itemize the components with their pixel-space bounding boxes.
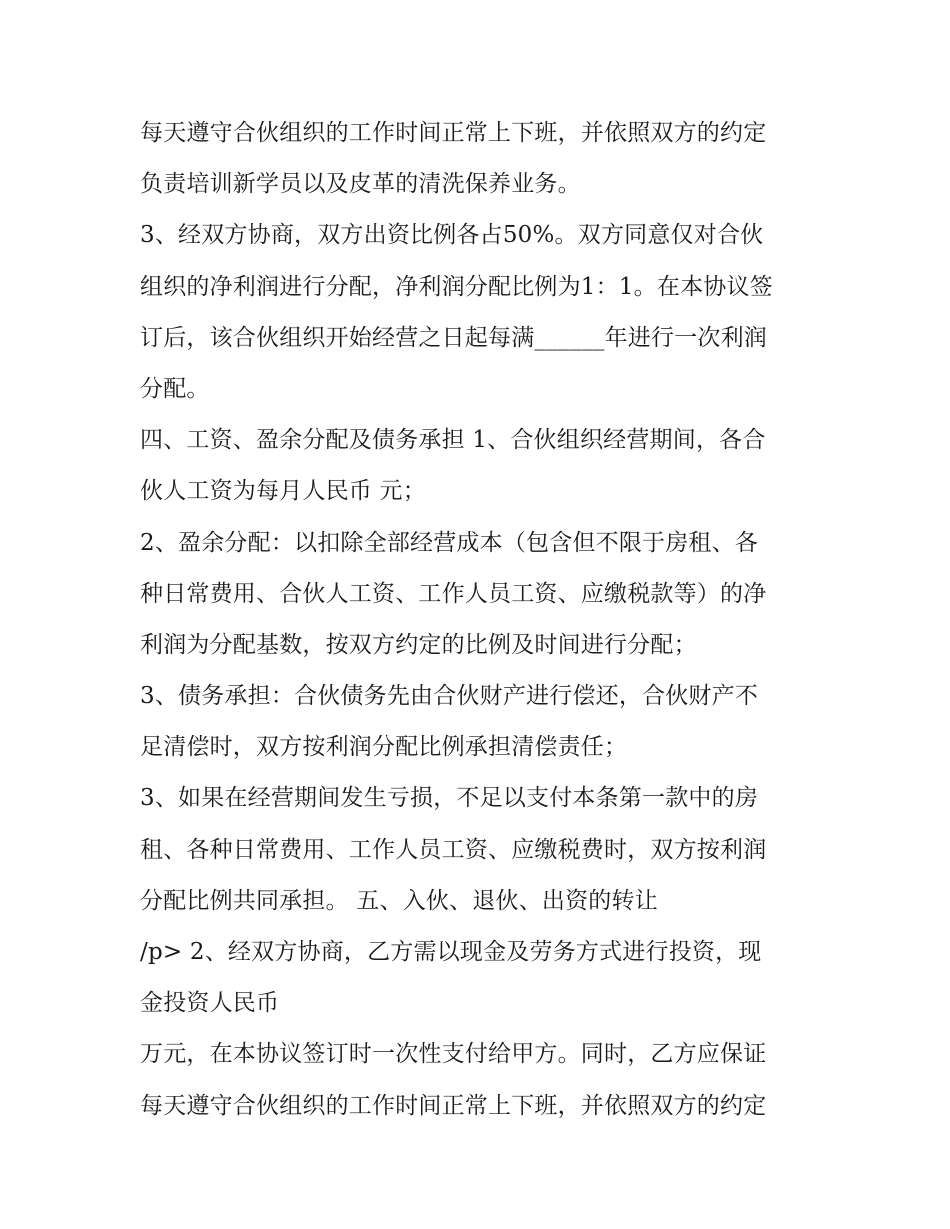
- text-line: 种日常费用、合伙人工资、工作人员工资、应缴税款等）的净: [140, 580, 767, 607]
- text-line: 2、盈余分配：以扣除全部经营成本（包含但不限于房租、各: [140, 529, 759, 556]
- document-body: [140, 108, 820, 1132]
- text-line: 四、工资、盈余分配及债务承担 1、合伙组织经营期间，各合: [140, 427, 766, 454]
- text-line: 万元，在本协议签订时一次性支付给甲方。同时，乙方应保证: [140, 1041, 767, 1068]
- text-line: 负责培训新学员以及皮革的清洗保养业务。: [140, 171, 581, 198]
- text-line: 每天遵守合伙组织的工作时间正常上下班，并依照双方的约定: [140, 120, 767, 146]
- text-line: 订后，该合伙组织开始经营之日起每满______年进行一次利润: [140, 324, 767, 351]
- text-line: 分配。: [140, 375, 210, 402]
- text-line: 3、债务承担：合伙债务先由合伙财产进行偿还，合伙财产不: [140, 683, 759, 710]
- text-line: 伙人工资为每月人民币 元；: [140, 478, 426, 505]
- text-line: 3、如果在经营期间发生亏损，不足以支付本条第一款中的房: [140, 785, 759, 812]
- text-line: 金投资人民币: [140, 990, 280, 1017]
- text-line: 足清偿时，双方按利润分配比例承担清偿责任；: [140, 734, 628, 761]
- text-line: 3、经双方协商，双方出资比例各占50%。双方同意仅对合伙: [140, 222, 764, 249]
- text-line: 每天遵守合伙组织的工作时间正常上下班，并依照双方的约定: [140, 1092, 767, 1119]
- text-line: 利润为分配基数，按双方约定的比例及时间进行分配；: [140, 631, 697, 658]
- text-line: 组织的净利润进行分配，净利润分配比例为1：1。在本协议签: [140, 273, 773, 300]
- text-line: 租、各种日常费用、工作人员工资、应缴税费时，双方按利润: [140, 836, 767, 863]
- text-line: /p> 2、经双方协商，乙方需以现金及劳务方式进行投资，现: [140, 939, 762, 965]
- text-line: 分配比例共同承担。 五、入伙、退伙、出资的转让: [140, 887, 658, 914]
